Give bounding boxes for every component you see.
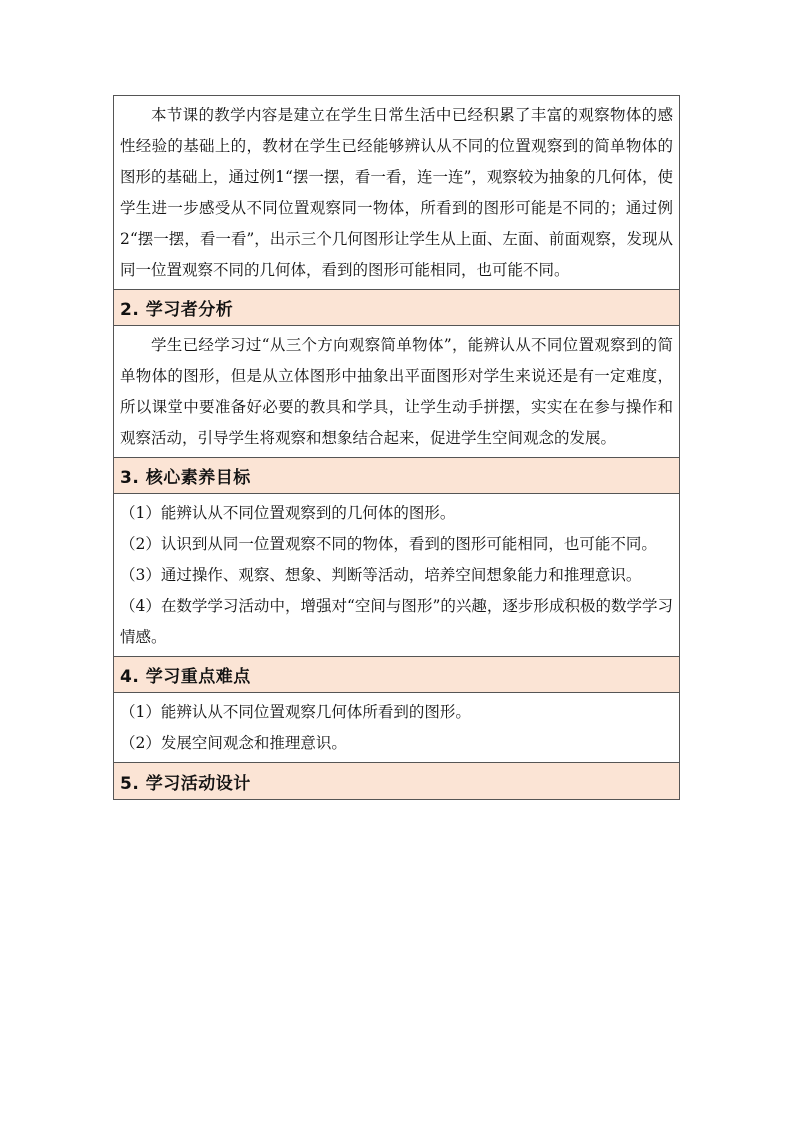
section-heading-core-goals: 3. 核心素养目标 [114,458,679,494]
section-heading-learner-analysis: 2. 学习者分析 [114,290,679,326]
lesson-plan-table [113,95,680,800]
goal-item-4: （4）在数学学习活动中，增强对“空间与图形”的兴趣，逐步形成积极的数学学习情感。 [120,597,673,646]
goal-item-2: （2）认识到从同一位置观察不同的物体，看到的图形可能相同，也可能不同。 [120,535,657,553]
key-difficulties-list [114,693,679,763]
goal-item-3: （3）通过操作、观察、想象、判断等活动，培养空间想象能力和推理意识。 [120,566,642,584]
section-heading-key-difficulties: 4. 学习重点难点 [114,657,679,693]
core-goals-list [114,494,679,657]
keypoint-item-2: （2）发展空间观念和推理意识。 [120,734,347,752]
keypoint-item-1: （1）能辨认从不同位置观察几何体所看到的图形。 [120,703,471,721]
goal-item-1: （1）能辨认从不同位置观察到的几何体的图形。 [120,504,456,522]
intro-paragraph: 本节课的教学内容是建立在学生日常生活中已经积累了丰富的观察物体的感性经验的基础上的，教材在学生已经能够辨认从不同的位置观察到的简单物体的图形的基础上，通过例1“摆一摆，看一看，连一连”，观察较为抽象的几何体，使学生进一步感受从不同位置观察同一物体，所看到的图形可能是不同的；通过例2“摆一摆，看一看”，出示三个几何图形让学生从上面、左面、前面观察，发现从同一位置观察不同的几何体，看到的图形可能相同，也可能不同。 [114,96,679,290]
section-heading-activity-design: 5. 学习活动设计 [114,763,679,799]
learner-analysis-paragraph: 学生已经学习过“从三个方向观察简单物体”，能辨认从不同位置观察到的简单物体的图形，但是从立体图形中抽象出平面图形对学生来说还是有一定难度，所以课堂中要准备好必要的教具和学具，让学生动手拼摆，实实在在参与操作和观察活动，引导学生将观察和想象结合起来，促进学生空间观念的发展。 [114,326,679,458]
